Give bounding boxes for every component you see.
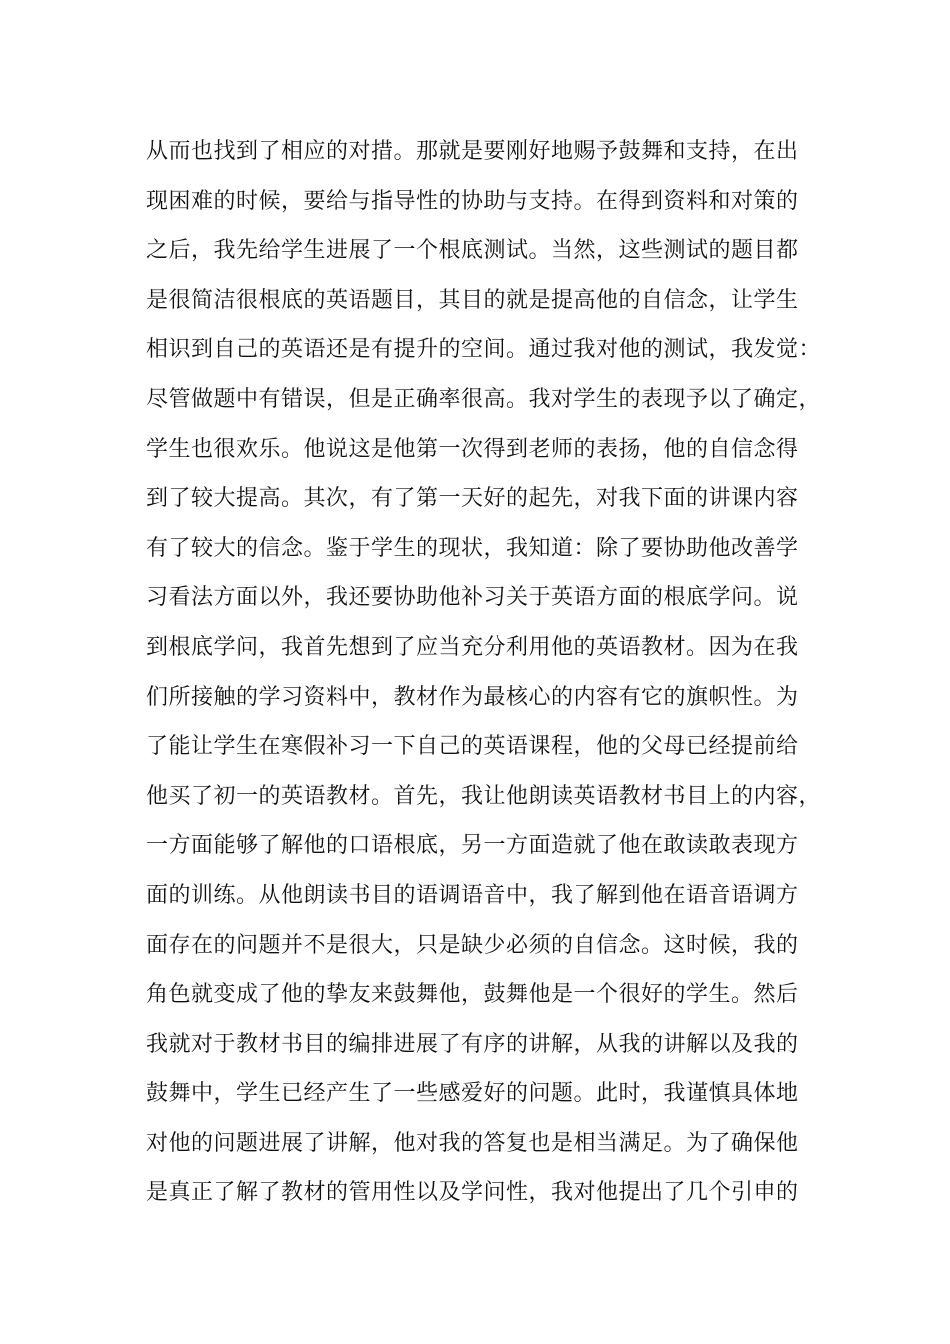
text-line: 到了较大提高。其次，有了第一天好的起先，对我下面的讲课内容 xyxy=(146,486,799,512)
text-line: 对他的问题进展了讲解，他对我的答复也是相当满足。为了确保他 xyxy=(146,1130,799,1156)
text-line: 尽管做题中有错误，但是正确率很高。我对学生的表现予以了确定， xyxy=(146,386,822,412)
text-line: 面存在的问题并不是很大，只是缺少必须的自信念。这时候，我的 xyxy=(146,932,799,958)
text-line: 习看法方面以外，我还要协助他补习关于英语方面的根底学问。说 xyxy=(146,585,799,611)
text-line: 从而也找到了相应的对措。那就是要刚好地赐予鼓舞和支持，在出 xyxy=(146,139,799,164)
text-line: 相识到自己的英语还是有提升的空间。通过我对他的测试，我发觉： xyxy=(146,337,822,363)
text-line: 他买了初一的英语教材。首先，我让他朗读英语教材书目上的内容， xyxy=(146,783,822,809)
text-line: 有了较大的信念。鉴于学生的现状，我知道：除了要协助他改善学 xyxy=(146,535,799,561)
text-line: 到根底学问，我首先想到了应当充分利用他的英语教材。因为在我 xyxy=(146,634,799,660)
text-line: 鼓舞中，学生已经产生了一些感爱好的问题。此时，我谨慎具体地 xyxy=(146,1081,799,1107)
text-line: 现困难的时候，要给与指导性的协助与支持。在得到资料和对策的 xyxy=(146,188,799,214)
text-line: 角色就变成了他的挚友来鼓舞他，鼓舞他是一个很好的学生。然后 xyxy=(146,982,799,1008)
text-line: 了能让学生在寒假补习一下自己的英语课程，他的父母已经提前给 xyxy=(146,734,799,760)
text-line: 我就对于教材书目的编排进展了有序的讲解，从我的讲解以及我的 xyxy=(146,1031,799,1057)
text-line: 之后，我先给学生进展了一个根底测试。当然，这些测试的题目都 xyxy=(146,238,799,264)
text-line: 们所接触的学习资料中，教材作为最核心的内容有它的旗帜性。为 xyxy=(146,684,799,710)
text-line: 学生也很欢乐。他说这是他第一次得到老师的表扬，他的自信念得 xyxy=(146,436,799,462)
text-line: 是很简洁很根底的英语题目，其目的就是提高他的自信念，让学生 xyxy=(146,287,799,313)
text-line: 面的训练。从他朗读书目的语调语音中，我了解到他在语音语调方 xyxy=(146,882,799,908)
body-text xyxy=(146,133,822,1224)
text-line: 一方面能够了解他的口语根底，另一方面造就了他在敢读敢表现方 xyxy=(146,833,799,859)
text-line: 是真正了解了教材的管用性以及学问性，我对他提出了几个引申的 xyxy=(146,1180,799,1206)
